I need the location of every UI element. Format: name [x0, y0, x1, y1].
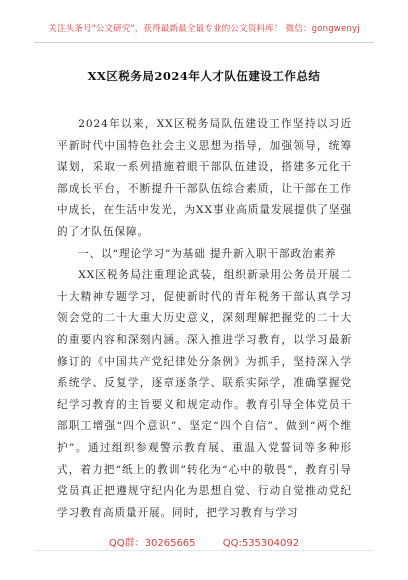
footer-qq-group: QQ群：30265665 [108, 538, 196, 549]
header-divider [34, 42, 374, 43]
intro-paragraph: 2024年以来，XX区税务局队伍建设工作坚持以习近平新时代中国特色社会主义思想为指导，加强领导，统筹谋划，采取一系列措施着眼干部队伍建设，搭建多元化干部成长平台，不断提升干部队伍综合素质，让干部在工作中成长，在生活中发光，为XX事业高质量发展提供了坚强的了才队伍保障。 [57, 118, 352, 238]
body-paragraph: XX区税务局注重理论武装，组织新录用公务员开展二十大精神专题学习，促使新时代的青年税务干部认真学习领会党的二十大重大历史意义，深刻理解把握党的二十大的重要内容和深刻内涵。深入推进学习教育，以学习最新修订的《中国共产党纪律处分条例》为抓手，坚持深入学系统学、反复学，逐章逐条学、联系实际学，准确掌握党纪学习教育的主旨要义和规定动作。教育引导全体党员干部职工增强“四个意识”、坚定“四个自信”、做到“两个维护”。通过组织参观警示教育展、重温入党誓词等多种形式，着力把“纸上的教训”转化为“心中的敬畏”，教育引导党员真正把遵规守纪内化为思想自觉、行动自觉推动党纪学习教育高质量开展。同时，把学习教育与学习 [57, 269, 352, 519]
document-title: XX区税务局2024年人才队伍建设工作总结 [87, 69, 321, 83]
header-banner: 关注头条号"公文研究"，获得最新最全最专业的公文资料库！ 微信：gongwenyj [48, 24, 360, 34]
footer-divider [34, 550, 374, 551]
footer-contact [0, 534, 408, 549]
section-heading: 一、以“理论学习”为基础 提升新入职干部政治素养 [78, 247, 337, 260]
footer-qq-number: QQ:535304092 [222, 538, 300, 549]
document-body [57, 114, 352, 524]
